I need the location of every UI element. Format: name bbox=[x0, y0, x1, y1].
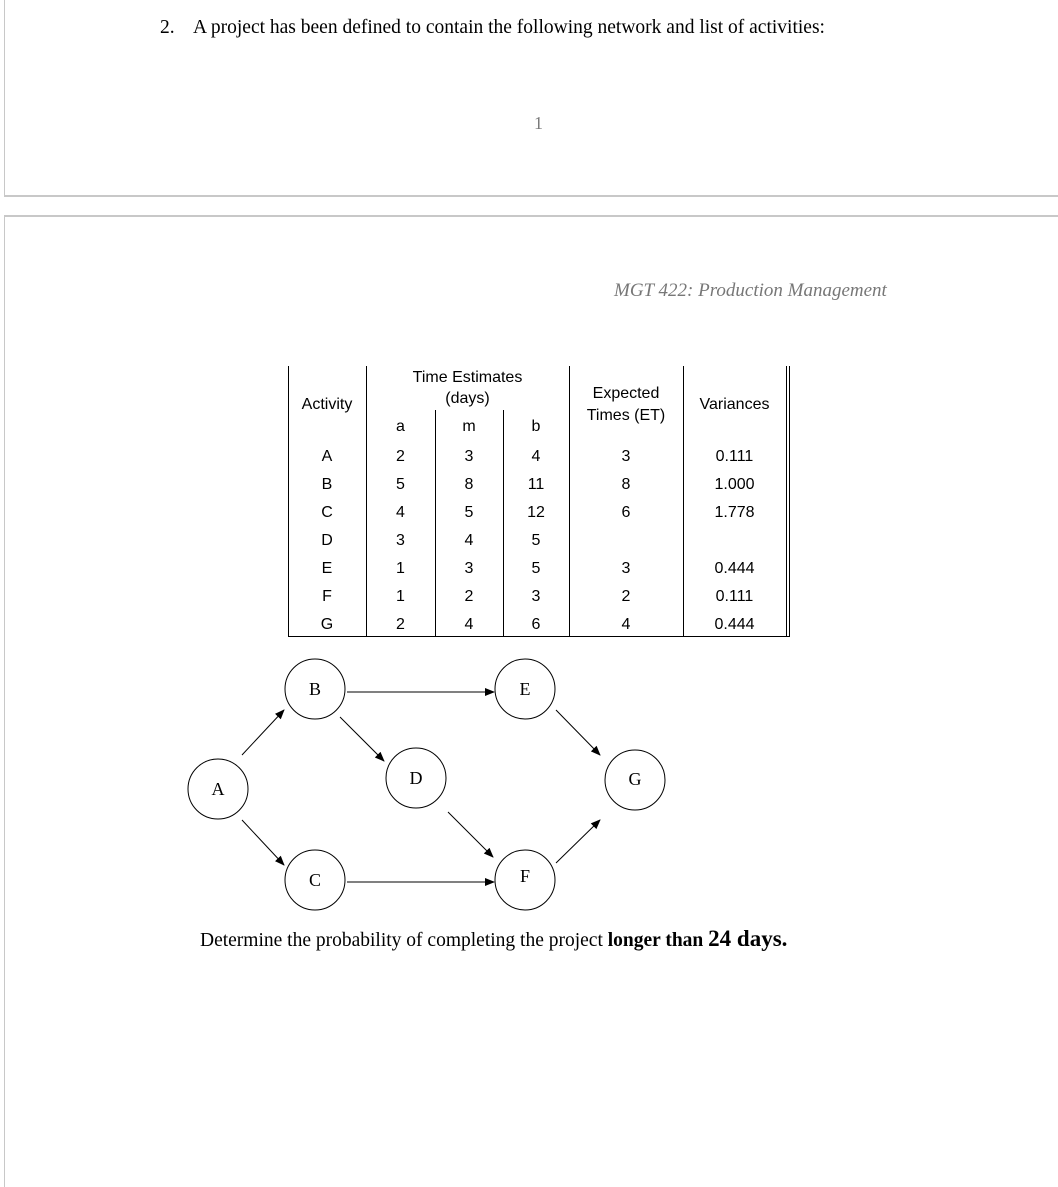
cell-activity: G bbox=[320, 616, 334, 633]
cell-m: 5 bbox=[464, 504, 474, 521]
node-b bbox=[285, 659, 345, 719]
node-f bbox=[495, 850, 555, 910]
cell-variance: 1.000 bbox=[714, 476, 755, 493]
cell-b: 5 bbox=[531, 532, 541, 549]
cell-variance: 0.444 bbox=[714, 560, 755, 577]
cell-m: 4 bbox=[464, 616, 474, 633]
question-number: 2. bbox=[160, 17, 175, 38]
cell-b: 11 bbox=[527, 476, 545, 493]
header-time-estimates: Time Estimates bbox=[412, 369, 523, 386]
edge-a-b bbox=[242, 710, 284, 755]
node-c bbox=[285, 850, 345, 910]
cell-et: 3 bbox=[621, 448, 631, 465]
node-e bbox=[495, 659, 555, 719]
cell-et: 8 bbox=[621, 476, 631, 493]
cell-b: 5 bbox=[531, 560, 541, 577]
cell-variance: 0.111 bbox=[715, 448, 754, 465]
course-header: MGT 422: Production Management bbox=[614, 280, 887, 301]
cell-m: 3 bbox=[464, 448, 474, 465]
cell-et: 2 bbox=[621, 588, 631, 605]
prompt-part1: Determine the probability of completing the project bbox=[200, 930, 608, 951]
header-activity: Activity bbox=[301, 396, 353, 413]
edge-a-c bbox=[242, 820, 284, 865]
cell-variance: 1.778 bbox=[714, 504, 755, 521]
cell-activity: B bbox=[321, 476, 333, 493]
node-f-label: F bbox=[519, 866, 531, 886]
cell-b: 6 bbox=[531, 616, 541, 633]
node-a bbox=[188, 759, 248, 819]
node-b-label: B bbox=[308, 679, 322, 699]
cell-a: 3 bbox=[396, 532, 405, 549]
cell-m: 3 bbox=[464, 560, 474, 577]
cell-activity: A bbox=[321, 448, 333, 465]
edge-f-g bbox=[556, 820, 600, 863]
header-a: a bbox=[396, 418, 405, 435]
cell-a: 4 bbox=[396, 504, 405, 521]
cell-activity: C bbox=[321, 504, 333, 521]
cell-activity: E bbox=[321, 560, 333, 577]
node-g-label: G bbox=[628, 769, 642, 789]
cell-activity: F bbox=[322, 588, 332, 605]
cell-a: 1 bbox=[396, 560, 405, 577]
cell-et: 3 bbox=[621, 560, 631, 577]
prompt-text bbox=[200, 926, 787, 952]
cell-variance: 0.111 bbox=[715, 588, 754, 605]
cell-m: 8 bbox=[464, 476, 474, 493]
cell-a: 1 bbox=[396, 588, 405, 605]
header-days: (days) bbox=[445, 390, 490, 407]
cell-m: 4 bbox=[464, 532, 474, 549]
edge-b-d bbox=[340, 717, 384, 761]
prompt-bold2: 24 days. bbox=[708, 926, 788, 951]
cell-b: 3 bbox=[531, 588, 541, 605]
node-d-label: D bbox=[409, 768, 423, 788]
edge-e-g bbox=[556, 710, 600, 755]
header-b: b bbox=[531, 418, 541, 435]
prompt-bold1: longer than bbox=[607, 930, 709, 951]
cell-m: 2 bbox=[464, 588, 474, 605]
page-number: 1 bbox=[534, 113, 543, 133]
cell-a: 2 bbox=[396, 616, 405, 633]
header-variances: Variances bbox=[699, 396, 770, 413]
cell-b: 12 bbox=[527, 504, 545, 521]
cell-et: 4 bbox=[621, 616, 631, 633]
node-c-label: C bbox=[308, 870, 322, 890]
cell-activity: D bbox=[321, 532, 333, 549]
cell-variance: 0.444 bbox=[714, 616, 755, 633]
edge-d-f bbox=[448, 812, 493, 857]
cell-a: 2 bbox=[396, 448, 405, 465]
node-d bbox=[386, 748, 446, 808]
header-expected: Expected bbox=[592, 385, 660, 402]
node-a-label: A bbox=[211, 779, 225, 799]
cell-et: 6 bbox=[621, 504, 631, 521]
cell-a: 5 bbox=[396, 476, 405, 493]
question-body: A project has been defined to contain the following network and list of activities: bbox=[193, 17, 825, 38]
header-expected-times: Times (ET) bbox=[586, 407, 666, 424]
header-m: m bbox=[462, 418, 476, 435]
node-e-label: E bbox=[519, 679, 531, 699]
cell-b: 4 bbox=[531, 448, 541, 465]
node-g bbox=[605, 750, 665, 810]
